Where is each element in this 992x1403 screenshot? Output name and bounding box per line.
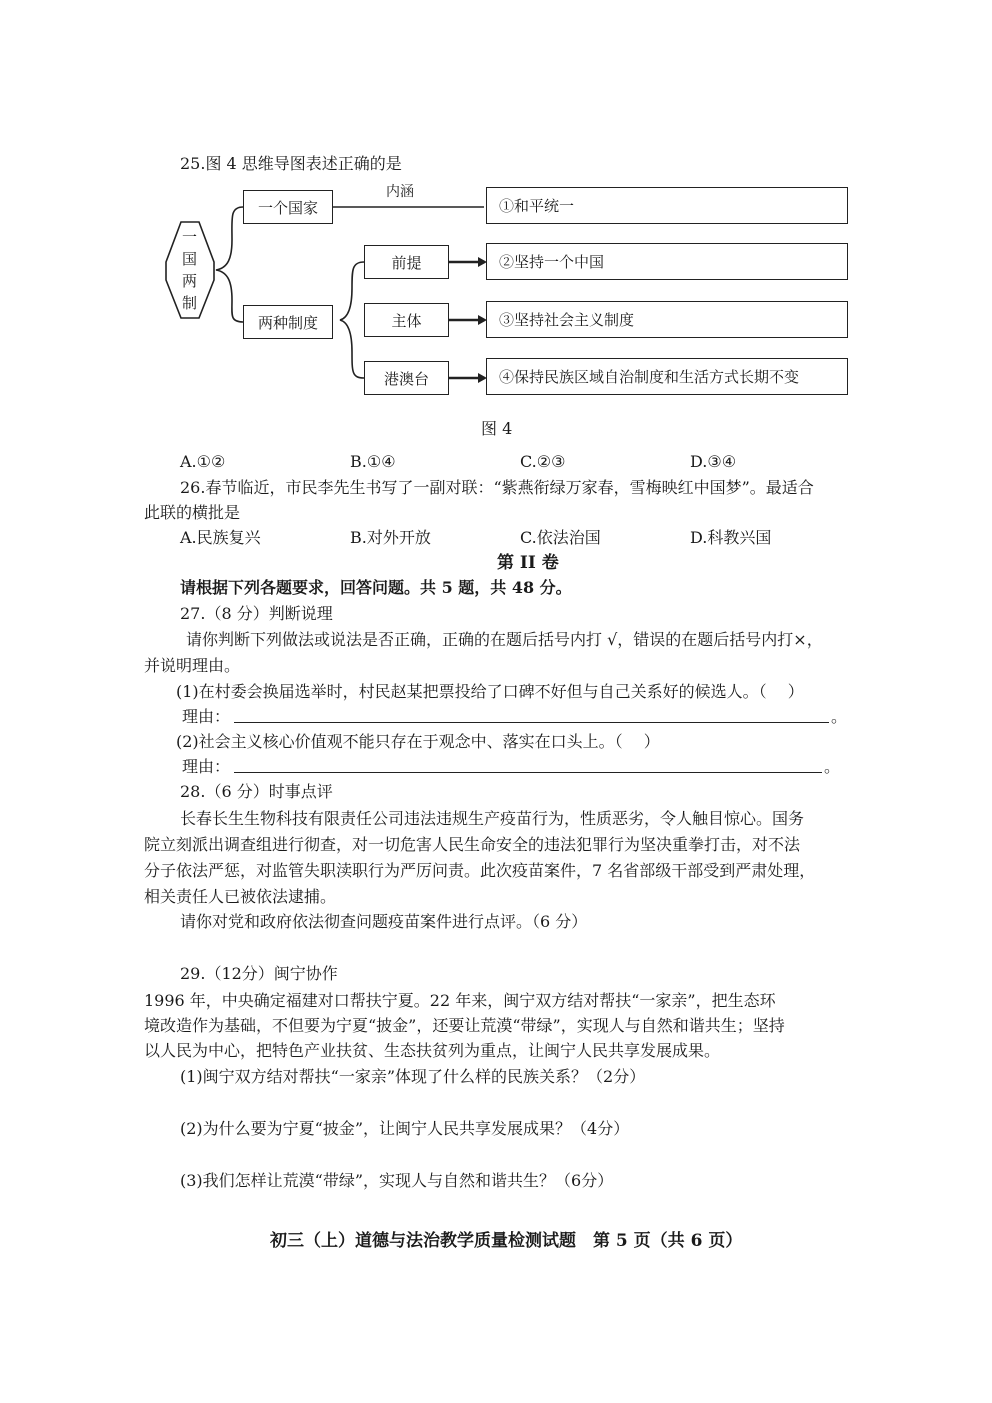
q26-option-c: C.依法治国 — [520, 528, 601, 547]
q29-para-line3: 以人民为中心，把特色产业扶贫、生态扶贫列为重点，让闽宁人民共享发展成果。 — [144, 1041, 721, 1060]
q25-option-d: D.③④ — [690, 452, 737, 471]
systems-brace — [340, 262, 364, 378]
root-char-1: 一 — [182, 228, 198, 246]
root-brace — [216, 207, 243, 322]
q27-end2: 。 — [824, 757, 841, 776]
q27-intro-line2: 并说明理由。 — [144, 656, 241, 675]
q27-item2: (2)社会主义核心价值观不能只存在于观念中、落实在口头上。（ ） — [176, 732, 660, 751]
q27-answer-line1[interactable] — [234, 722, 829, 723]
node-hk-macao-taiwan: 港澳台 — [364, 361, 449, 395]
q28-question: 请你对党和政府依法彻查问题疫苗案件进行点评。（6 分） — [180, 912, 588, 931]
stmt-2-box: ②坚持一个中国 — [486, 243, 848, 280]
q28-para-line2: 院立刻派出调查组进行彻查，对一切危害人民生命安全的违法犯罪行为坚决重拳打击，对不法 — [144, 835, 801, 854]
q29-sub2: (2)为什么要为宁夏“披金”，让闽宁人民共享发展成果？（4分） — [180, 1119, 630, 1138]
stmt-4-box: ④保持民族区域自治制度和生活方式长期不变 — [486, 358, 848, 395]
node-main-body: 主体 — [364, 303, 449, 337]
node-two-systems: 两种制度 — [243, 305, 333, 339]
q27-reason-label1: 理由： — [182, 707, 231, 726]
q27-header: 27.（8 分）判断说理 — [180, 604, 333, 623]
stmt-1-box: ①和平统一 — [486, 187, 848, 224]
q29-header: 29.（12分）闽宁协作 — [180, 964, 338, 983]
q27-reason-label2: 理由： — [182, 757, 231, 776]
q29-para-line2: 境改造作为基础，不但要为宁夏“披金”，还要让荒漠“带绿”，实现人与自然和谐共生；坚持 — [144, 1016, 785, 1035]
q25-option-b: B.①④ — [350, 452, 396, 471]
q27-end1: 。 — [831, 707, 848, 726]
edge-label-connotation: 内涵 — [386, 184, 414, 200]
q28-para-line1: 长春长生生物科技有限责任公司违法违规生产疫苗行为，性质恶劣，令人触目惊心。国务 — [180, 809, 805, 828]
q27-intro-line1: 请你判断下列做法或说法是否正确，正确的在题后括号内打 √，错误的在题后括号内打×， — [186, 630, 823, 649]
q28-para-line4: 相关责任人已被依法逮捕。 — [144, 887, 337, 906]
q26-stem-line2: 此联的横批是 — [144, 503, 241, 522]
node-one-country: 一个国家 — [243, 190, 333, 224]
q29-sub1: (1)闽宁双方结对帮扶“一家亲”体现了什么样的民族关系？（2分） — [180, 1067, 646, 1086]
q26-stem-line1: 26.春节临近，市民李先生书写了一副对联：“紫燕衔绿万家春，雪梅映红中国梦”。最适合 — [180, 478, 814, 497]
q26-option-a: A.民族复兴 — [180, 528, 261, 547]
q25-option-a: A.①② — [180, 452, 226, 471]
stmt-3-box: ③坚持社会主义制度 — [486, 301, 848, 338]
q29-sub3: (3)我们怎样让荒漠“带绿”，实现人与自然和谐共生？（6分） — [180, 1171, 614, 1190]
q28-para-line3: 分子依法严惩，对监管失职渎职行为严厉问责。此次疫苗案件，7 名省部级干部受到严肃处理， — [144, 861, 816, 880]
q26-option-b: B.对外开放 — [350, 528, 431, 547]
page-footer: 初三（上）道德与法治教学质量检测试题 第 5 页（共 6 页） — [270, 1231, 743, 1251]
q27-item1: (1)在村委会换届选举时，村民赵某把票投给了口碑不好但与自己关系好的候选人。（ ） — [176, 682, 804, 701]
q25-stem: 25.图 4 思维导图表述正确的是 — [180, 154, 402, 173]
q25-option-c: C.②③ — [520, 452, 566, 471]
q27-answer-line2[interactable] — [234, 772, 822, 773]
node-premise: 前提 — [364, 245, 449, 279]
q26-option-d: D.科教兴国 — [690, 528, 772, 547]
q29-para-line1: 1996 年，中央确定福建对口帮扶宁夏。22 年来，闽宁双方结对帮扶“一家亲”，把生态环 — [144, 991, 776, 1010]
section-2-instruction: 请根据下列各题要求，回答问题。共 5 题，共 48 分。 — [180, 578, 572, 597]
q28-header: 28.（6 分）时事点评 — [180, 782, 333, 801]
figure-caption: 图 4 — [481, 419, 513, 438]
section-2-title: 第 II 卷 — [497, 553, 559, 573]
root-char-2: 国 — [182, 250, 198, 268]
root-char-4: 制 — [182, 294, 198, 312]
root-char-3: 两 — [182, 272, 198, 290]
